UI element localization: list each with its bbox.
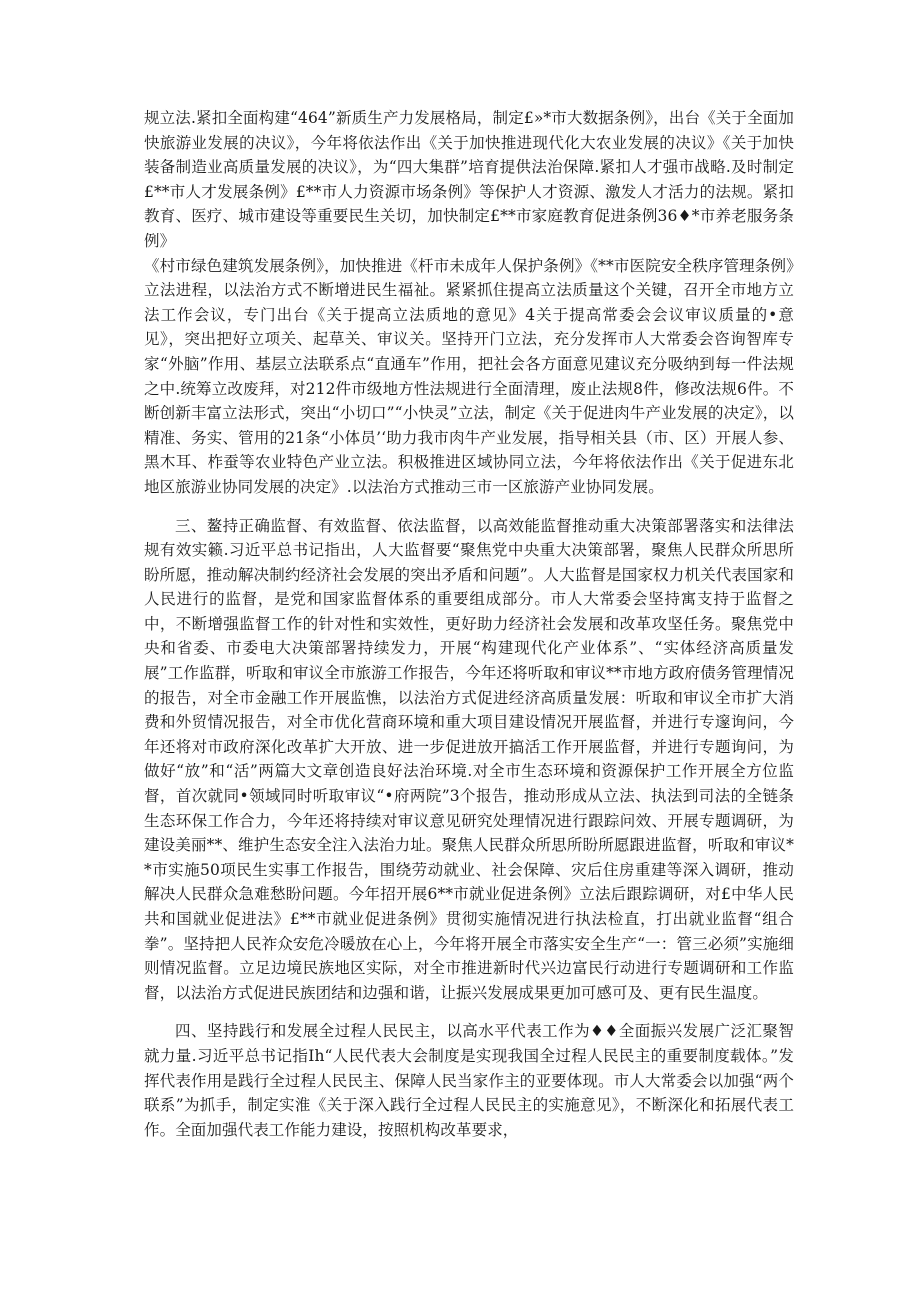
- document-page: [144, 106, 794, 1142]
- paragraph-section-three-supervision: 三、鳌持正确监督、有效监督、依法监督，以高效能监督推动重大决策部署落实和法律法规有效实籁.习近平总书记指出，人大监督要“聚焦党中央重大决策部署，聚焦人民群众所思所盼所愿，推动解决制约经济社会发展的突出矛盾和问题”。人大监督是国家权力机关代表国家和人民进行的监督，是党和国家监督体系的重要组成部分。市人大常委会坚持寓支持于监督之中，不断增强监督工作的针对性和实效性，更好助力经济社会发展和改革攻坚任务。聚焦党中央和省委、市委电大决策部署持续发力，开展“构建现代化产业体系”、“实体经济高质量发展”工作监群，听取和审议全市旅游工作报告，今年还将听取和审议**市地方政府债务管理情况的报告，对全市金融工作开展监憔，以法治方式促进经济高质量发展：听取和审议全市扩大消费和外贸情况报告，对全市优化营商环境和重大项目建设情况开展监督，并进行专邃询问，今年还将对市政府深化改革扩大开放、进一步促进放开搞活工作开展监督，并进行专题询问，为做好“放”和“活”两篇大文章创造良好法治环境.对全市生态环境和资源保护工作开展全方位监督，首次就同•领域同时听取审议“•府两院”3个报告，推动形成从立法、执法到司法的全链条生态环保工作合力，今年还将持续对审议意见研究处理情况进行跟踪问效、开展专题调研，为建设美丽**、维护生态安全注入法治力址。聚焦人民群众所思所盼所愿跟进监督，听取和审议**市实施50项民生实事工作报告，围绕劳动就业、社会保障、灾后住房重建等深入调研，推动解决人民群众急难愁盼问题。今年招开展6**市就业促进条例》立法后跟踪调研，对£中华人民共和国就业促进法》£**市就业促进条例》贯彻实施情况进行执法检直，打出就业监督“组合拳”。坚持把人民祚众安危冷暖放在心上，今年将开展全市落实安全生产“一：管三必须”实施细则情况监督。立足边境民族地区实际，对全市推进新时代兴边富民行动进行专题调研和工作监督，以法治方式促进民族团结和边强和谐，让振兴发展成果更加可感可及、更有民生温度。: [144, 516, 794, 1002]
- paragraph-legislation-continued: 规立法.紧扣全面构建“464”新质生产力发展格局，制定£»*市大数据条例》，出台《关于全面加快旅游业发展的决议》，今年将依法作出《关于加快推进现代化大农业发展的决议》《关于加快装备制造业高质量发展的决议》，为“四大集群”培育提供法治保障.紧扣人才强市战略.及时制定£**市人才发展条例》£**市人力资源市场条例》等保护人才资源、激发人才活力的法规。紧扣教育、医疗、城市建设等重要民生关切，加快制定£**市家庭教育促进条例36♦*市养老服务条例》: [144, 109, 794, 250]
- paragraph-section-four-democracy: 四、坚持践行和发展全过程人民民主，以高水平代表工作为♦♦全面振兴发展广泛汇聚智就力量.习近平总书记指Ih“人民代表大会制度是实现我国全过程人民民主的重要制度载体。”发挥代表作用是践行全过程人民民主、保障人民当家作主的亚要体现。市人大常委会以加强“两个联系”为抓手，制定实淮《关于深入践行全过程人民民主的实施意见》，不断深化和拓展代表工作。全面加强代表工作能力建设，按照机构改革要求，: [144, 1022, 794, 1139]
- paragraph-gap: [144, 500, 794, 514]
- paragraph-legislation-quality: 《村市绿色建筑发展条例》，加快推进《杆市未成年人保护条例》《**市医院安全秩序管理条例》立法进程，以法治方式不断增进民生福祉。紧紧抓住提高立法质量这个关键，召开全市地方立法工作会议，专门出台《关于提高立法质地的意见》4关于提高常委会会议审议质量的•意见》，突出把好立项关、起草关、审议关。坚持开门立法，充分发挥市人大常委会咨询智库专家“外脑”作用、基层立法联系点“直通车”作用，把社会各方面意见建议充分吸纳到每一件法规之中.统筹立改废拜，对212件市级地方性法规进行全面清理，废止法规8件，修改法规6件。不断创新丰富立法形式，突出“小切口”“小快灵”立法，制定《关于促进肉牛产业发展的决定》，以精准、务实、管用的21条“小体员’‘助力我市肉牛产业发展，指导相关县（市、区）开展人参、黑木耳、柞蚕等农业特色产业立法。积极推进区域协同立法，今年将依法作出《关于促进东北地区旅游业协同发展的决定》.以法治方式推动三市一区旅游产业协同发展。: [144, 256, 794, 496]
- paragraph-gap: [144, 1005, 794, 1019]
